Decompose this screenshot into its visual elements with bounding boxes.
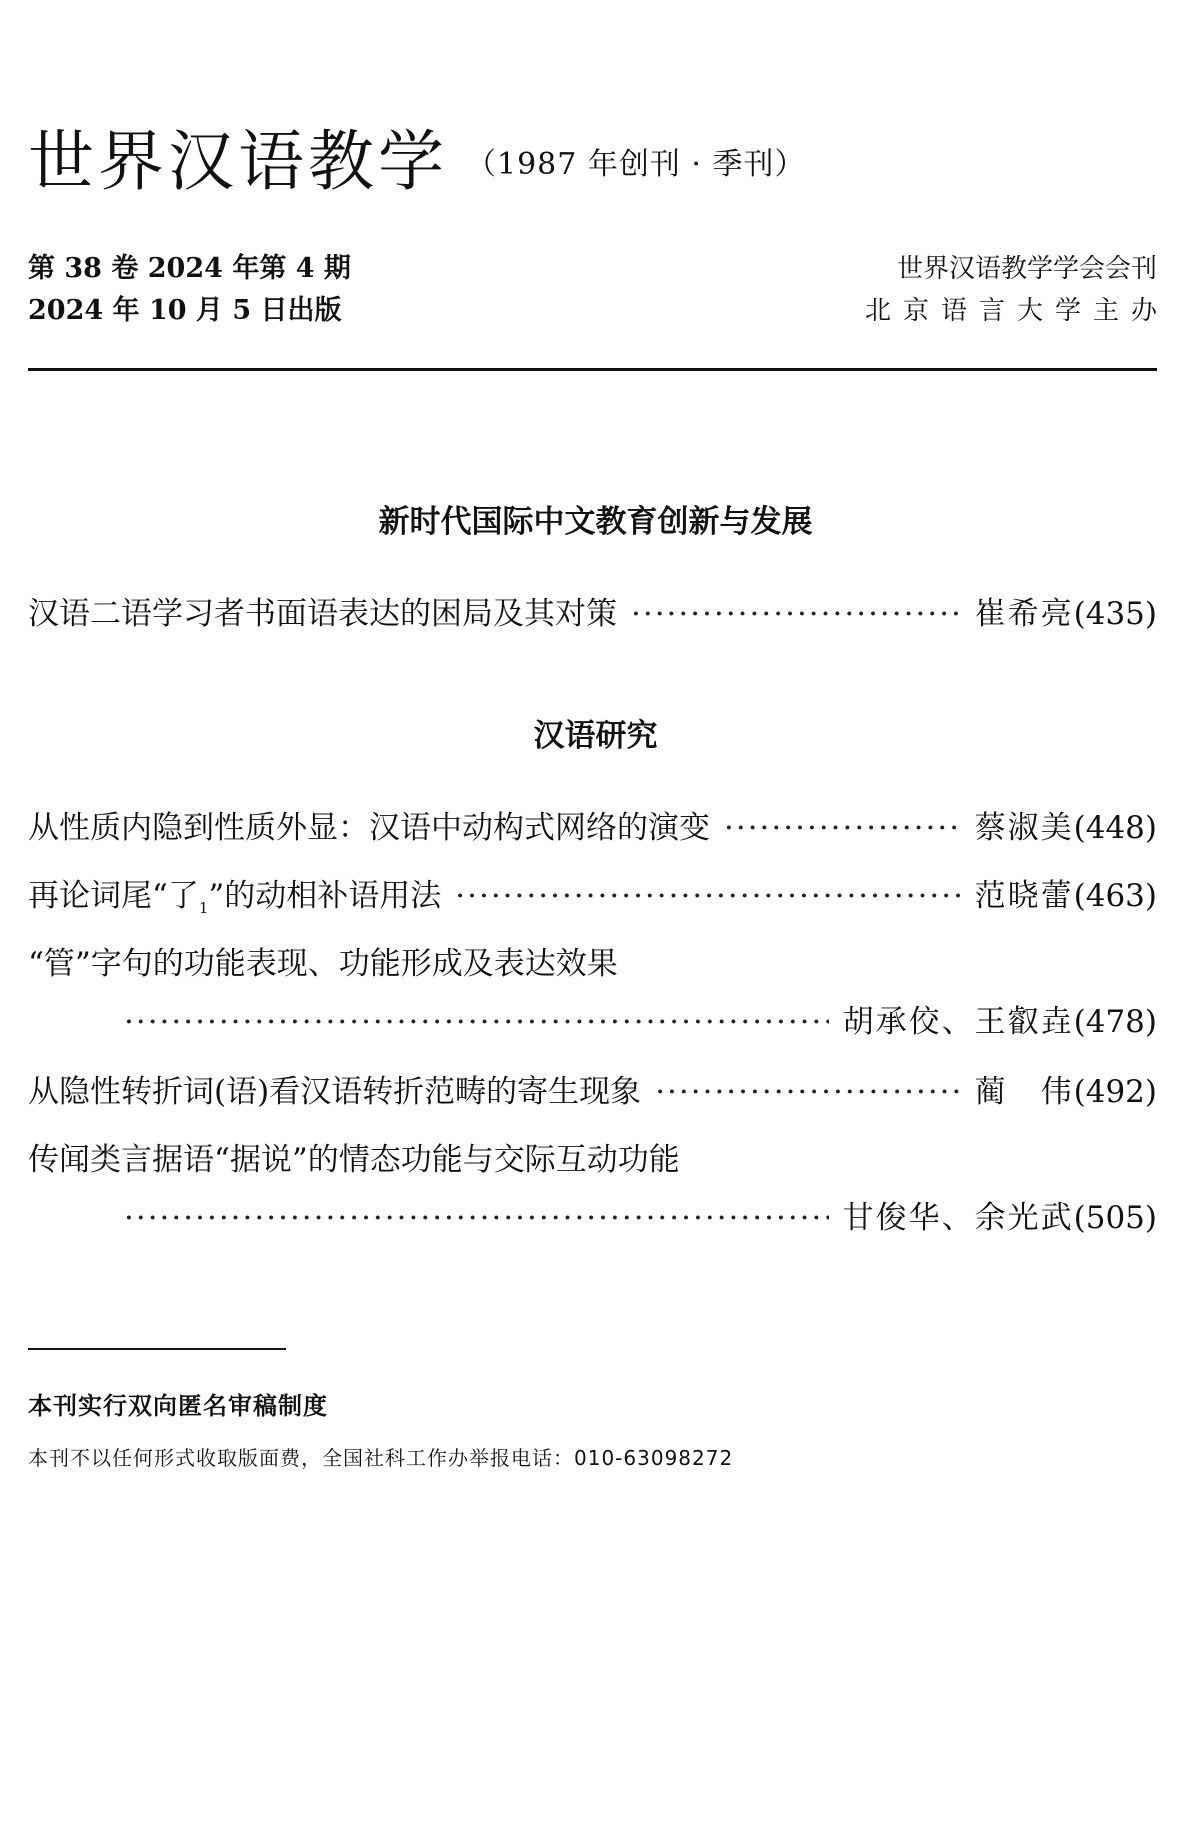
article-title[interactable]: 传闻类言据语“据说”的情态功能与交际互动功能 [28,1142,680,1178]
article-title[interactable]: “管”字句的功能表现、功能形成及表达效果 [28,946,618,982]
footnote-divider [28,1348,286,1350]
section-heading-chinese-research: 汉语研究 [533,718,658,754]
article-title: 从隐性转折词(语)看汉语转折范畴的寄生现象 [28,1074,642,1110]
journal-subtitle: （1987 年创刊 · 季刊） [466,147,806,182]
peer-review-note: 本刊实行双向匿名审稿制度 [28,1392,328,1420]
article-author: 胡承佼、王叡垚 [842,1004,1074,1040]
article-author: 甘俊华、余光武 [842,1200,1074,1236]
dot-leader [455,878,960,914]
dot-leader [124,1004,829,1040]
article-author: 范晓蕾 [974,878,1074,914]
dot-leader [124,1200,829,1236]
toc-entry[interactable] [28,870,1157,918]
section-heading-innovation: 新时代国际中文教育创新与发展 [378,504,813,540]
dot-leader [655,1074,960,1110]
article-title: 汉语二语学习者书面语表达的困局及其对策 [28,596,617,632]
toc-entry[interactable] [28,996,1157,1040]
publication-date: 2024 年 10 月 5 日出版 [28,295,342,326]
article-author: 崔希亮 [974,596,1074,632]
article-author: 蔺 伟 [974,1074,1074,1110]
toc-entry[interactable] [28,802,1157,846]
article-page: (505) [1073,1200,1157,1236]
journal-title: 世界汉语教学 [28,123,448,200]
article-title: 再论词尾“了$_1$”的动相补语用法 [28,878,442,918]
article-page: (492) [1073,1074,1157,1110]
toc-entry[interactable] [28,588,1157,632]
toc-entry[interactable] [28,1066,1157,1110]
sponsor-label: 北京语言大学主办 [864,296,1169,326]
article-title: 从性质内隐到性质外显：汉语中动构式网络的演变 [28,810,710,846]
article-page: (463) [1073,878,1157,914]
toc-entry[interactable] [28,1192,1157,1236]
header-divider [28,368,1157,371]
volume-line: 第 38 卷 2024 年第 4 期 [28,253,351,284]
dot-leader [724,810,961,846]
article-page: (435) [1073,596,1157,632]
society-journal-label: 世界汉语教学学会会刊 [896,254,1157,284]
masthead [28,108,806,203]
dot-leader [631,596,961,632]
article-page: (448) [1073,810,1157,846]
journal-affiliation [864,248,1169,332]
article-page: (478) [1073,1004,1157,1040]
fee-policy-note: 本刊不以任何形式收取版面费，全国社科工作办举报电话：010-63098272 [28,1446,734,1470]
article-author: 蔡淑美 [974,810,1074,846]
issue-info [28,248,351,332]
